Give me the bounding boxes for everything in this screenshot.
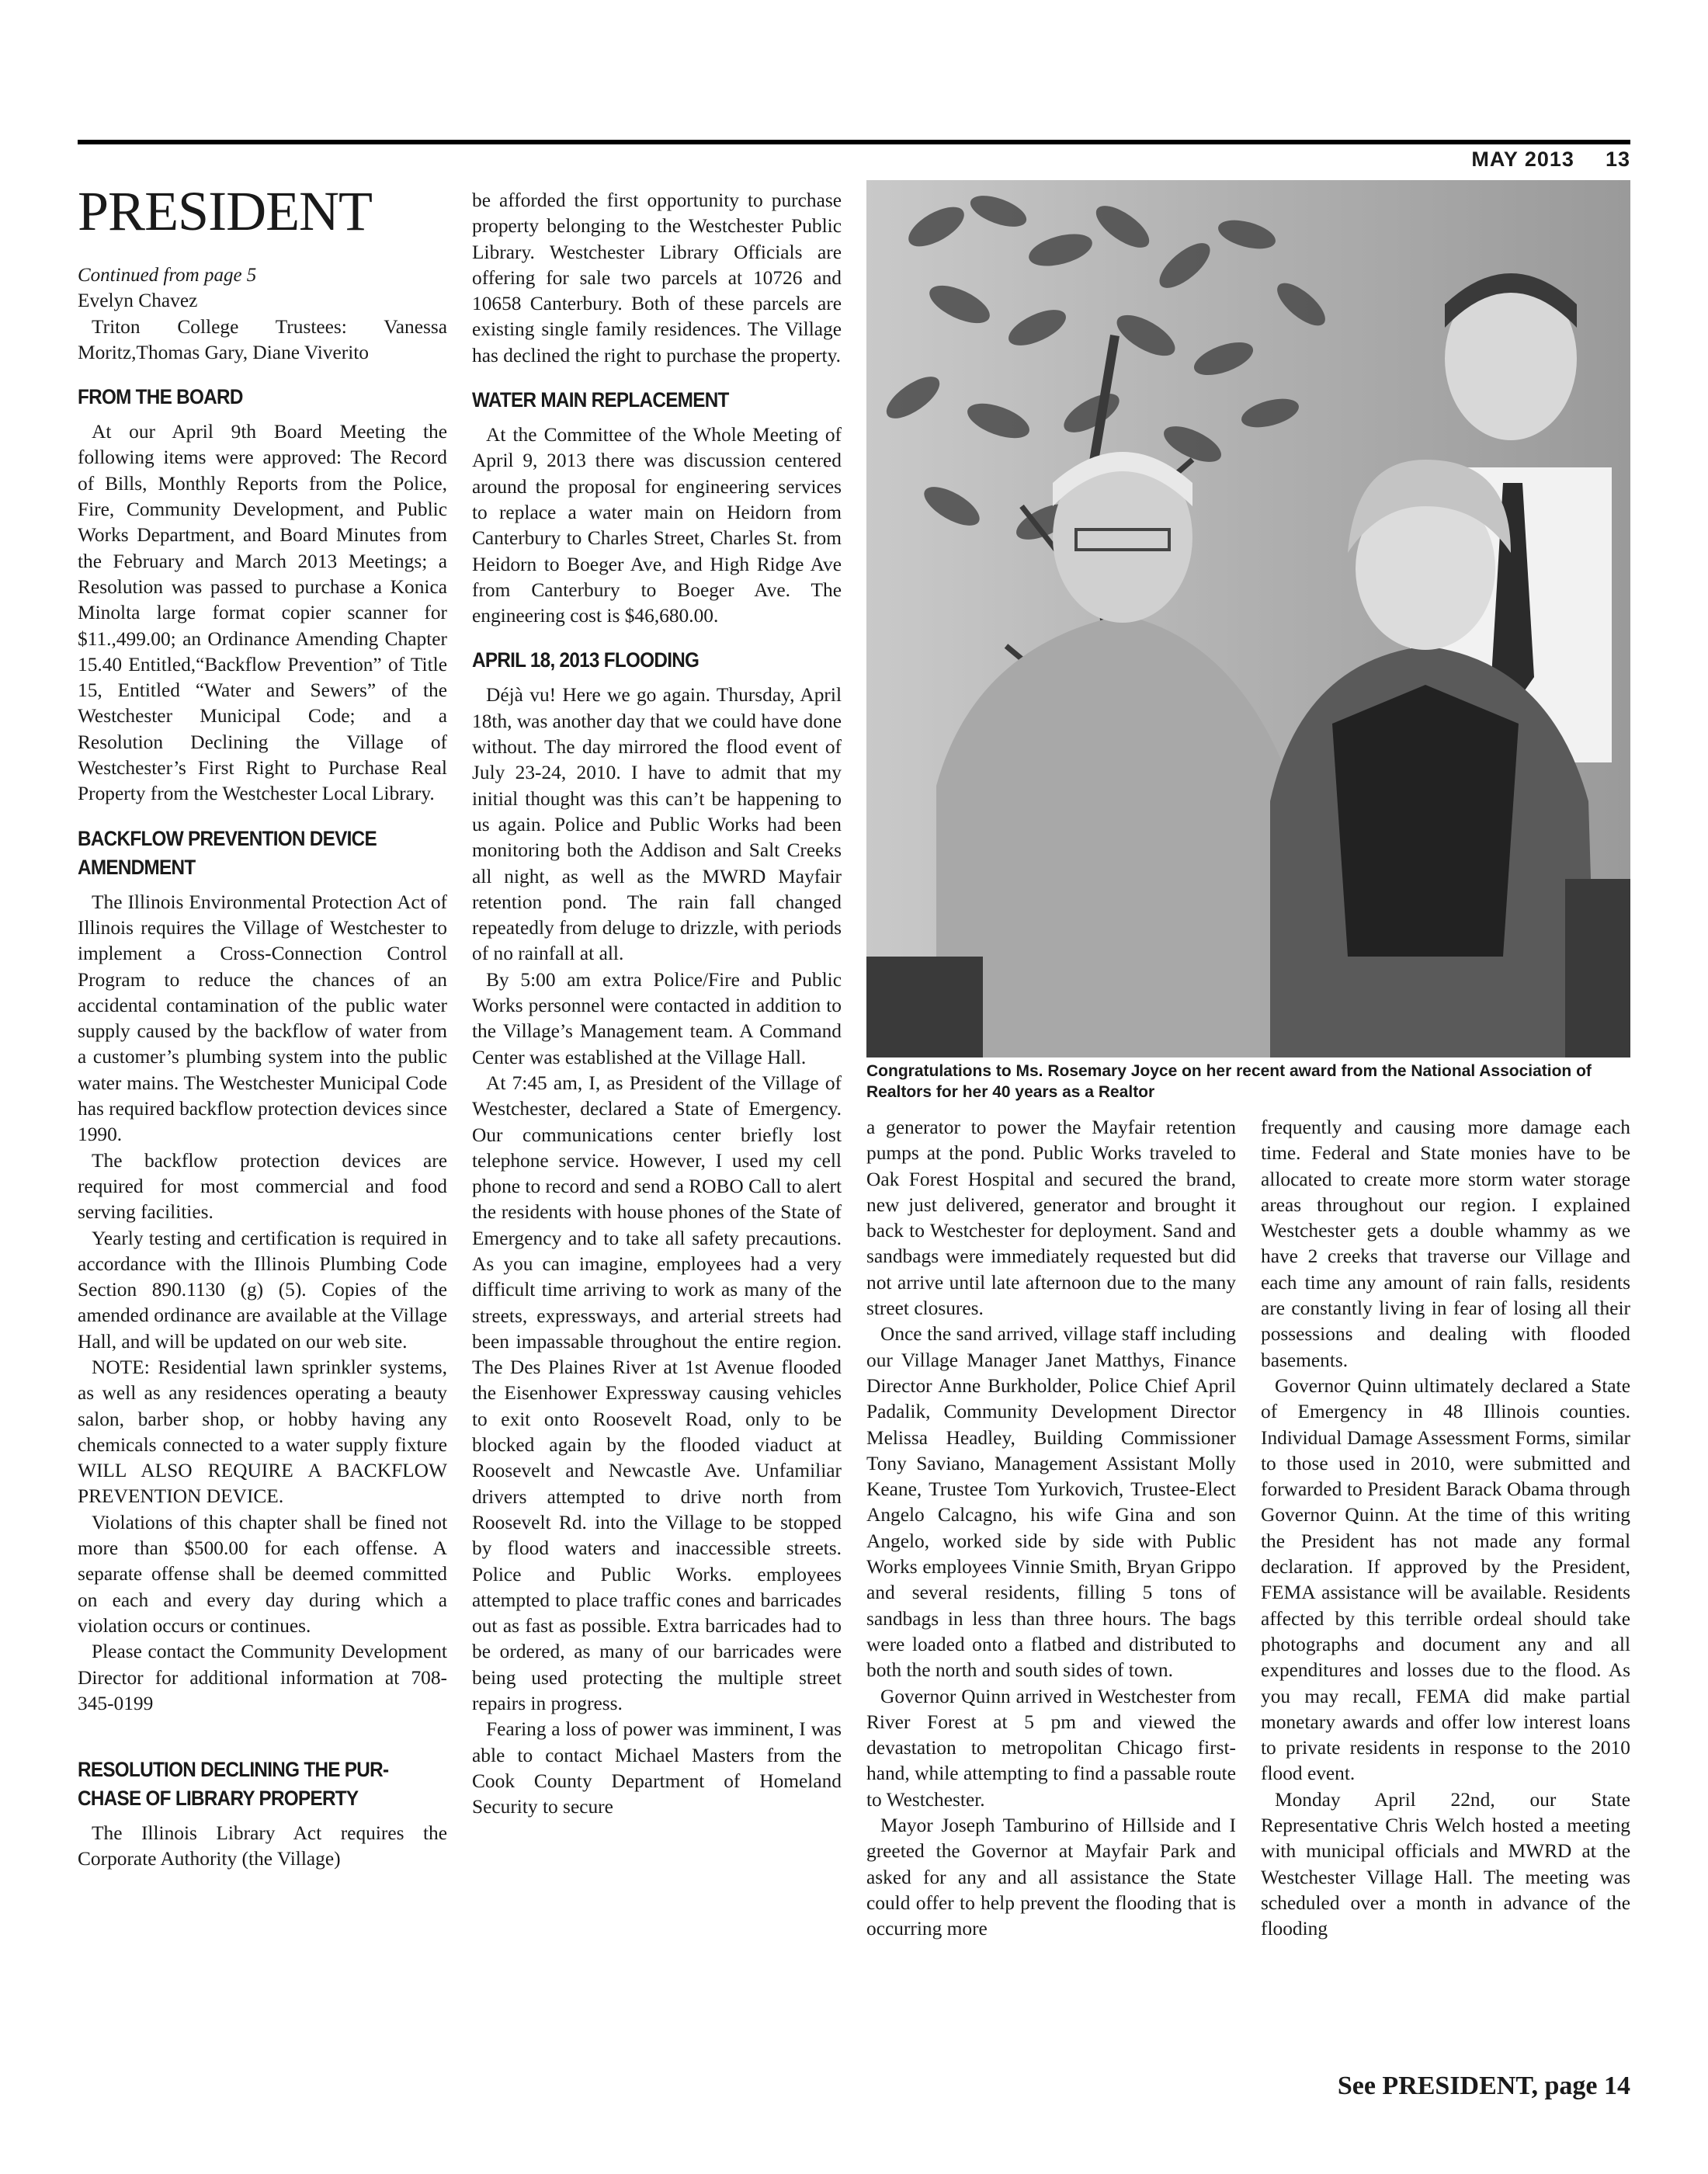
continued-note: Continued from page 5 — [78, 265, 257, 286]
paragraph: Evelyn Chavez — [78, 290, 198, 312]
article-photo — [866, 180, 1630, 1057]
paragraph: Once the sand arrived, village staff including our Village Manager Janet Matthys, Finance Director Anne Burkholder, Police Chief April Padalik, Community Development Director Melissa Headley, Building Commissioner Tony Saviano, Management Assistant Molly Keane, Trustee Tom Yurkovich, Trustee-Elect Angelo Calcagno, his wife Gina and son Angelo, worked side by side with Public Works employees Vinnie Smith, Bryan Grippo and several residents, filling 5 tons of sandbags in less than three hours. The bags were loaded onto a flatbed and distributed to both the north and south sides of town. — [866, 1323, 1236, 1682]
article-column-3 — [866, 1115, 1236, 1943]
photo-illustration — [866, 180, 1630, 1057]
paragraph: The Illinois Environmental Protection Act of Illinois requires the Village of Westchester to implement a Cross-Connection Control Program to reduce the chances of an accidental contamination of the public water supply caused by the backflow of water from a customer’s plumbing system into the public water mains. The Westchester Municipal Code has required backflow protection devices since 1990. — [78, 891, 447, 1146]
continued-on-link: See PRESIDENT, page 14 — [1337, 2072, 1630, 2100]
article-column-2 — [472, 188, 842, 1821]
section-heading: BACKFLOW PREVENTION DEVICE — [78, 826, 377, 850]
section-heading: WATER MAIN REPLACEMENT — [472, 388, 729, 412]
section-heading: FROM THE BOARD — [78, 385, 243, 409]
paragraph: frequently and causing more damage each time. Federal and State monies have to be allocated to create more storm water storage areas throughout our region. I explained Westchester gets a double whammy as we have 2 creeks that traverse our Village and each time any amount of rain falls, residents are constantly living in fear of losing all their possessions and dealing with flooded basements. — [1261, 1117, 1630, 1371]
paragraph: The Illinois Library Act requires the Corporate Authority (the Village) — [78, 1822, 447, 1870]
paragraph: Monday April 22nd, our State Representative Chris Welch hosted a meeting with municipal officials and MWRD at the Westchester Village Hall. The meeting was scheduled over a month in advance of the flooding — [1261, 1788, 1630, 1940]
paragraph: Triton College Trustees: Vanessa Moritz,Thomas Gary, Diane Viverito — [78, 315, 447, 363]
paragraph: Please contact the Community Development Director for additional information at 708-345-0199 — [78, 1641, 447, 1714]
page-number: 13 — [1605, 148, 1630, 171]
section-heading-cont: AMENDMENT — [78, 855, 196, 879]
paragraph: At the Committee of the Whole Meeting of April 9, 2013 there was discussion centered around the proposal for engineering services to replace a water main on Heidorn from Canterbury to Charles Street, Charles St. from Heidorn to Boeger Ave, and High Ridge Ave from Canterbury to Boeger Ave. The engineering cost is $46,680.00. — [472, 424, 842, 627]
article-headline: PRESIDENT — [78, 180, 373, 242]
photo-caption: Congratulations to Ms. Rosemary Joyce on her recent award from the National Association of Realtors for her 40 years as a Realtor — [866, 1062, 1592, 1101]
header-rule — [78, 140, 1630, 144]
paragraph: Governor Quinn arrived in Westchester from River Forest at 5 pm and viewed the devastation to metropolitan Chicago first-hand, while attempting to find a passable route to Westchester. — [866, 1685, 1236, 1811]
paragraph: a generator to power the Mayfair retention pumps at the pond. Public Works traveled to Oak Forest Hospital and secured the brand, new just delivered, generator and brought it back to Westchester for deployment. Sand and sandbags were immediately requested but did not arrive until late afternoon due to the many street closures. — [866, 1117, 1236, 1320]
article-column-1 — [78, 180, 447, 1873]
article-column-4 — [1261, 1115, 1630, 1943]
section-heading: APRIL 18, 2013 FLOODING — [472, 648, 700, 672]
paragraph: Violations of this chapter shall be fined not more than $500.00 for each offense. A separate offense shall be deemed committed on each and every day during which a violation occurs or continues. — [78, 1511, 447, 1637]
paragraph: At 7:45 am, I, as President of the Village of Westchester, declared a State of Emergency. Our communications center briefly lost telephone service. However, I used my cell phone to record and send a ROBO Call to alert the residents with house phones of the State of Emergency and to take all safety precautions. As you can imagine, employees had a very difficult time arriving to work as many of the streets, expressways, and arterial streets had been impassable throughout the entire region. The Des Plaines River at 1st Avenue flooded the Eisenhower Expressway causing vehicles to exit onto Roosevelt Road, only to be blocked again by the flooded viaduct at Roosevelt and Newcastle Ave. Unfamiliar drivers attempted to drive north from Roosevelt Rd. into the Village to be stopped by flood waters and inaccessible streets. Police and Public Works. employees attempted to place traffic cones and barricades out as fast as possible. Extra barricades had to be ordered, as many of our barricades were being used protecting the multiple street repairs in progress. — [472, 1071, 842, 1715]
paragraph: Mayor Joseph Tamburino of Hillside and I greeted the Governor at Mayfair Park and asked for any and all assistance the State could offer to help prevent the flooding that is occurring more — [866, 1815, 1236, 1940]
paragraph: NOTE: Residential lawn sprinkler systems, as well as any residences operating a beauty salon, barber shop, or hobby having any chemicals connected to a water supply fixture WILL ALSO REQUIRE A BACKFLOW PREVENTION DEVICE. — [78, 1356, 447, 1508]
paragraph: Yearly testing and certification is required in accordance with the Illinois Plumbing Code Section 890.1130 (g) (5). Copies of the amended ordinance are available at the Village Hall, and will be updated on our web site. — [78, 1227, 447, 1353]
paragraph: be afforded the first opportunity to purchase property belonging to the Westchester Public Library. Westchester Library Officials are offering for sale two parcels at 10726 and 10658 Canterbury. Both of these parcels are existing single family residences. The Village has declined the right to purchase the property. — [472, 189, 842, 366]
paragraph: By 5:00 am extra Police/Fire and Public Works personnel were contacted in addition to the Village’s Management team. A Command Center was established at the Village Hall. — [472, 968, 842, 1068]
paragraph: Déjà vu! Here we go again. Thursday, April 18th, was another day that we could have done without. The day mirrored the flood event of July 23-24, 2010. I have to admit that my initial thought was this can’t be happening to us again. Police and Public Works had been monitoring both the Addison and Salt Creeks all night, as well as the MWRD Mayfair retention pond. The rain fall changed repeatedly from deluge to drizzle, with periods of no rainfall at all. — [472, 684, 842, 965]
section-heading-cont: CHASE OF LIBRARY PROPERTY — [78, 1787, 359, 1811]
masthead — [1471, 148, 1630, 172]
paragraph: The backflow protection devices are required for most commercial and food serving facilities. — [78, 1149, 447, 1224]
paragraph: Governor Quinn ultimately declared a State of Emergency in 48 Illinois counties. Individual Damage Assessment Forms, similar to those used in 2010, were submitted and forwarded to President Barack Obama through Governor Quinn. At the time of this writing the President has not made any formal declaration. If approved by the President, FEMA assistance will be available. Residents affected by this terrible ordeal should take photographs and document any and all expenditures and losses due to the flood. As you may recall, FEMA did make partial monetary awards and offer low interest loans to private residents in response to the 2010 flood event. — [1261, 1374, 1630, 1785]
issue-date: MAY 2013 — [1471, 148, 1574, 171]
paragraph: Fearing a loss of power was imminent, I was able to contact Michael Masters from the Cook County Department of Homeland Security to secure — [472, 1718, 842, 1818]
paragraph: At our April 9th Board Meeting the following items were approved: The Record of Bills, Monthly Reports from the Police, Fire, Community Development, and Public Works Department, and Board Minutes from the February and March 2013 Meetings; a Resolution was passed to purchase a Konica Minolta large format copier scanner for $11.,499.00; an Ordinance Amending Chapter 15.40 Entitled,“Backflow Prevention” of Title 15, Entitled “Water and Sewers” of the Westchester Municipal Code; and a Resolution Declining the Village of Westchester’s First Right to Purchase Real Property from the Westchester Local Library. — [78, 421, 447, 805]
section-heading: RESOLUTION DECLINING THE PUR- — [78, 1758, 389, 1782]
